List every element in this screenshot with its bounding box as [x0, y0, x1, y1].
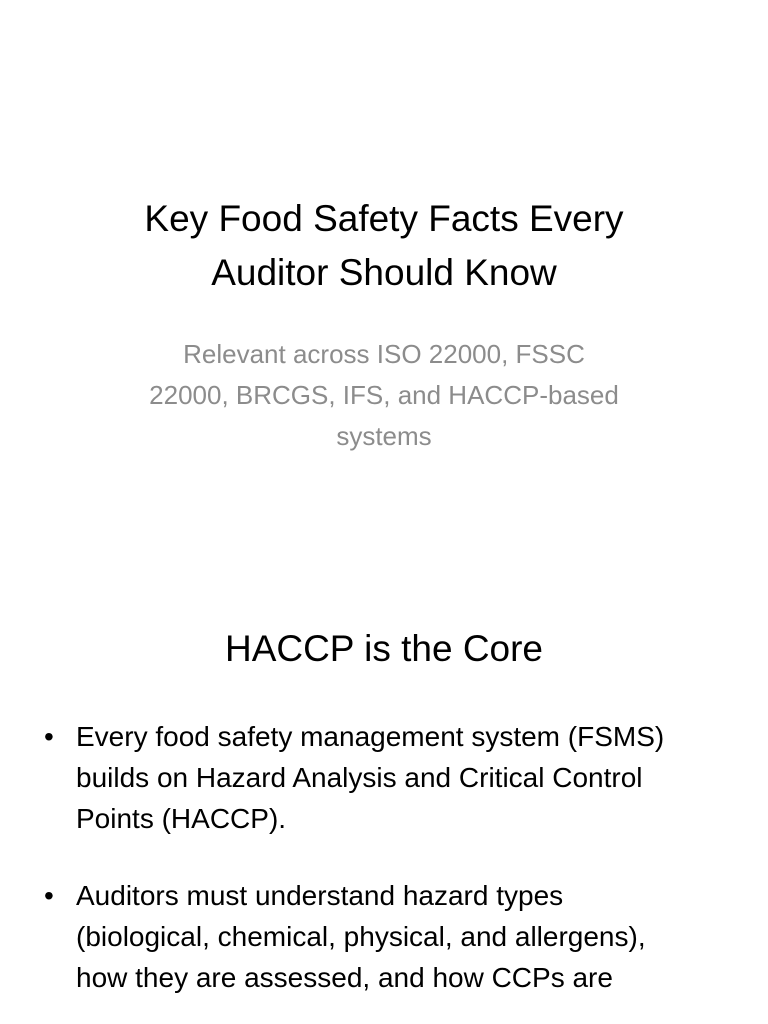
- content-slide: [0, 576, 768, 1024]
- bullet-1-line-1: Every food safety management system (FSMS): [76, 721, 665, 752]
- slide-title-line-1: Key Food Safety Facts Every: [144, 198, 624, 239]
- slide-title-line-2: Auditor Should Know: [211, 252, 557, 293]
- bullet-2-line-1: Auditors must understand hazard types: [76, 880, 564, 911]
- bullet-1-line-3: Points (HACCP).: [76, 803, 287, 834]
- slide-title: [80, 192, 688, 300]
- slide-subtitle-line-3: systems: [336, 421, 432, 451]
- bullet-icon: •: [44, 721, 54, 752]
- bullet-1-line-2: builds on Hazard Analysis and Critical Control: [76, 762, 643, 793]
- slide-subtitle-line-2: 22000, BRCGS, IFS, and HACCP-based: [149, 380, 619, 410]
- slide-subtitle-line-1: Relevant across ISO 22000, FSSC: [183, 339, 585, 369]
- bullet-list: [0, 716, 768, 1024]
- bullet-item-1: [0, 716, 768, 839]
- bullet-2-line-3: how they are assessed, and how CCPs are: [76, 962, 613, 993]
- section-title: HACCP is the Core: [224, 628, 544, 669]
- bullet-icon: •: [44, 880, 54, 911]
- bullet-2-line-2: (biological, chemical, physical, and allergens),: [76, 921, 646, 952]
- bullet-item-2: [0, 875, 768, 998]
- slide-subtitle: [100, 334, 668, 457]
